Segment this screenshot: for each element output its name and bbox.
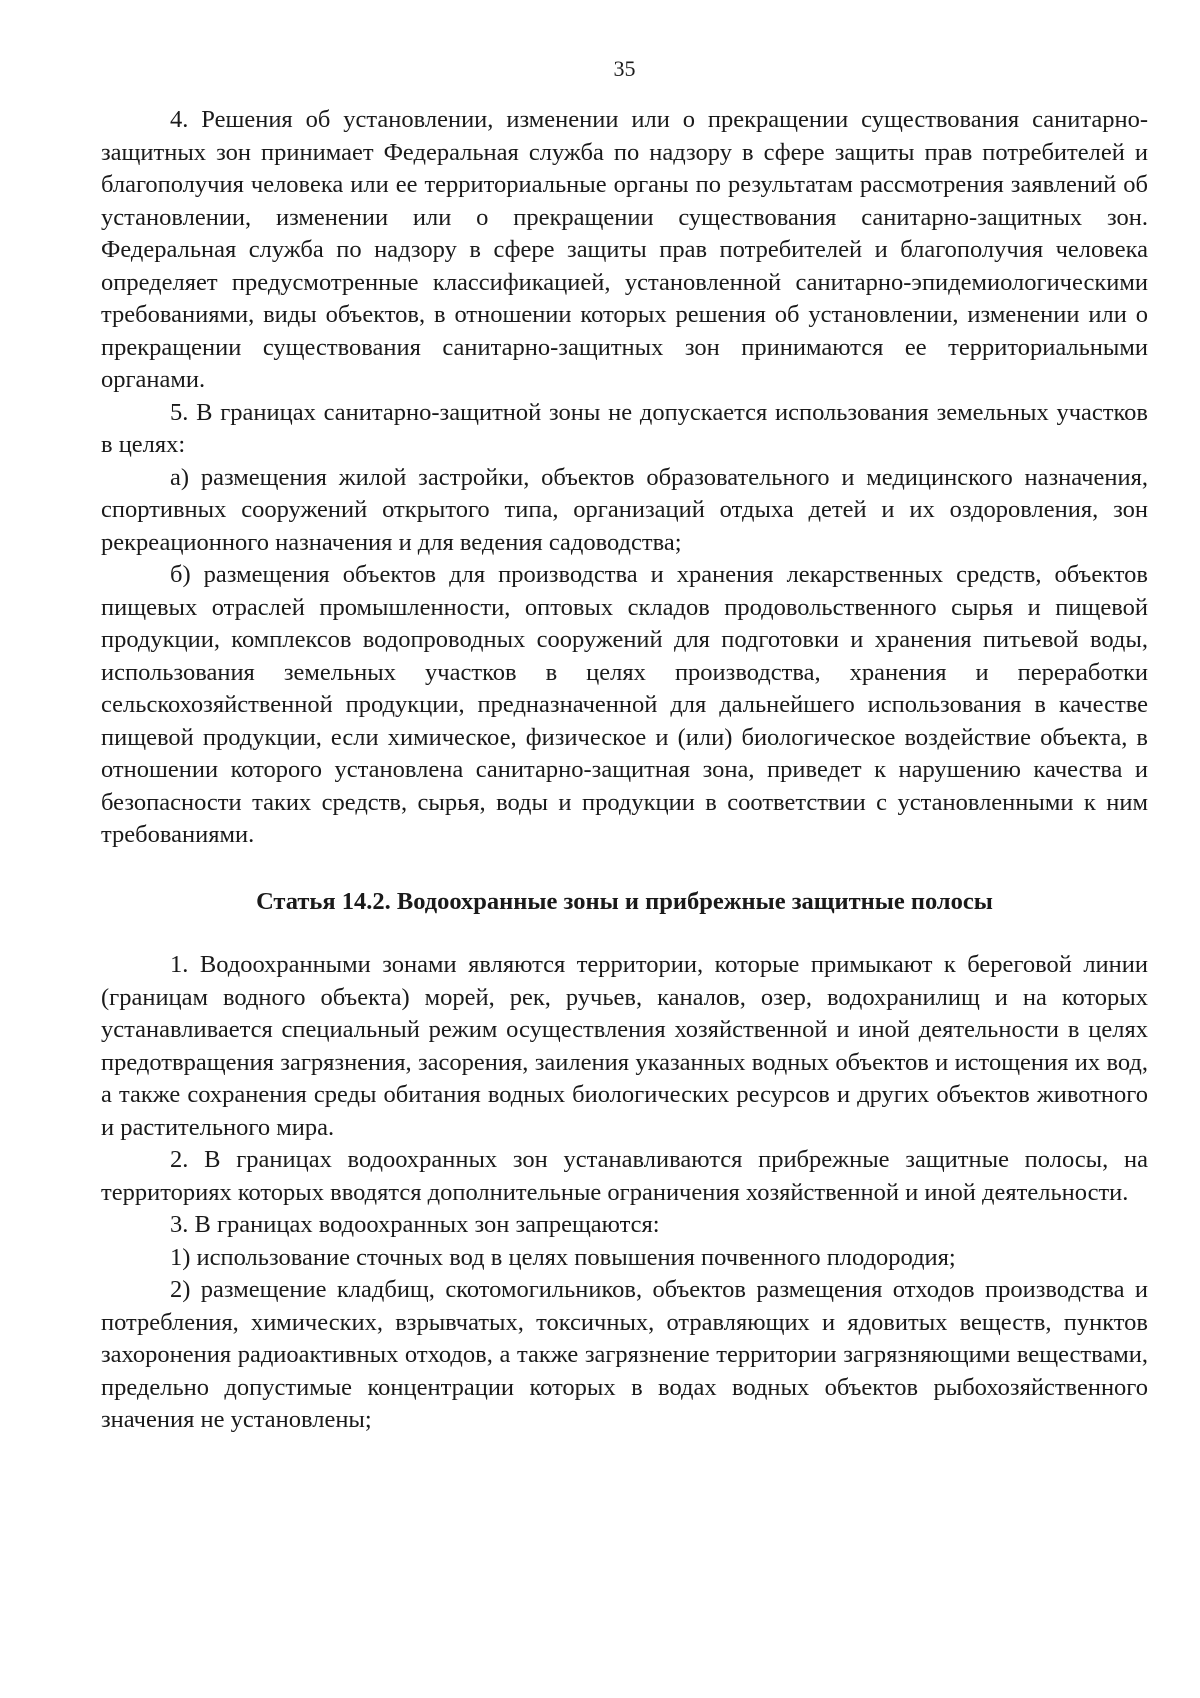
article-item-1: 1) использование сточных вод в целях повышения почвенного плодородия; <box>170 1243 956 1271</box>
article-paragraph-3: 3. В границах водоохранных зон запрещаются: <box>170 1211 660 1238</box>
document-page <box>101 56 1148 1437</box>
article-heading: Статья 14.2. Водоохранные зоны и прибрежные защитные полосы <box>256 887 993 915</box>
article-item-2: 2) размещение кладбищ, скотомогильников, объектов размещения отходов производства и потребления, химических, взрывчатых, токсичных, отравляющих и ядовитых веществ, пунктов захоронения радиоактивных отходов, а также загрязнение территории загрязняющими веществами, предельно допустимые концентрации которых в водах водных объектов рыбохозяйственного значения не установлены; <box>101 1276 1148 1433</box>
paragraph-5a: а) размещения жилой застройки, объектов образовательного и медицинского назначения, спортивных сооружений открытого типа, организаций отдыха детей и их оздоровления, зон рекреационного назначения и для ведения садоводства; <box>101 463 1148 556</box>
paragraph-4-decisions: 4. Решения об установлении, изменении или о прекращении существования санитарно-защитных зон принимает Федеральная служба по надзору в сфере защиты прав потребителей и благополучия человека или ее территориальные органы по результатам рассмотрения заявлений об установлении, изменении или о прекращении существования санитарно-защитных зон. Федеральная служба по надзору в сфере защиты прав потребителей и благополучия человека определяет предусмотренные классификацией, установленной санитарно-эпидемиологическими требованиями, виды объектов, в отношении которых решения об установлении, изменении или о прекращении существования санитарно-защитных зон принимаются ее территориальными органами. <box>101 106 1148 393</box>
page-number: 35 <box>613 56 636 81</box>
paragraph-5b: б) размещения объектов для производства и хранения лекарственных средств, объектов пищевых отраслей промышленности, оптовых складов продовольственного сырья и пищевой продукции, комплексов водопроводных сооружений для подготовки и хранения питьевой воды, использования земельных участков в целях производства, хранения и переработки сельскохозяйственной продукции, предназначенной для дальнейшего использования в качестве пищевой продукции, если химическое, физическое и (или) биологическое воздействие объекта, в отношении которого установлена санитарно-защитная зона, приведет к нарушению качества и безопасности таких средств, сырья, воды и продукции в соответствии с установленными к ним требованиями. <box>101 561 1148 848</box>
article-paragraph-2: 2. В границах водоохранных зон устанавливаются прибрежные защитные полосы, на территориях которых вводятся дополнительные ограничения хозяйственной и иной деятельности. <box>101 1146 1148 1206</box>
article-paragraph-1: 1. Водоохранными зонами являются территории, которые примыкают к береговой линии (границам водного объекта) морей, рек, ручьев, каналов, озер, водохранилищ и на которых устанавливается специальный режим осуществления хозяйственной и иной деятельности в целях предотвращения загрязнения, засорения, заиления указанных водных объектов и истощения их вод, а также сохранения среды обитания водных биологических ресурсов и других объектов животного и растительного мира. <box>101 951 1148 1141</box>
paragraph-5-restrictions: 5. В границах санитарно-защитной зоны не допускается использования земельных участков в целях: <box>101 398 1148 458</box>
